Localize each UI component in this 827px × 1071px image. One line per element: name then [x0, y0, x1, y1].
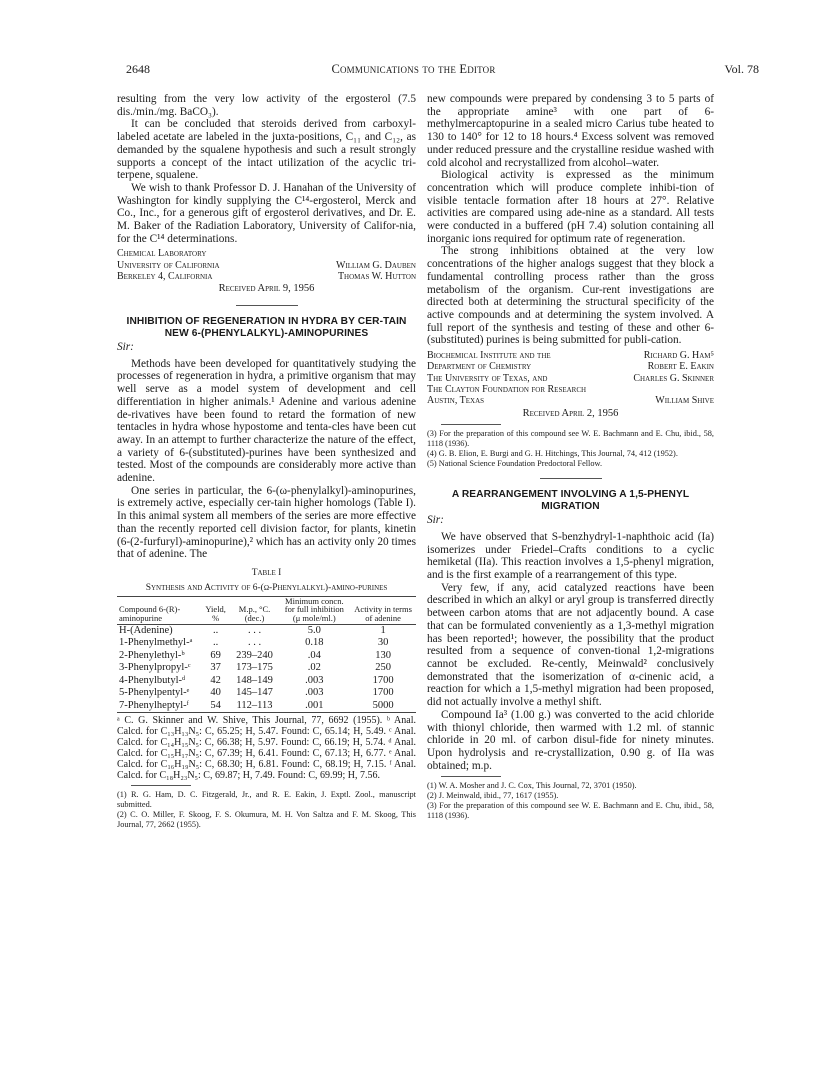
- paragraph: Compound Ia³ (1.00 g.) was converted to the acid chloride with thionyl chloride, then warmed with 1.2 ml. of stannic chloride in 20 ml. of carbon disul-fide for ninety minutes. Upon hydrolysis and re-crystallization, 0.90 g. of IIa was obtained; m.p.: [427, 708, 714, 772]
- column-header: Minimum concn. for full inhibition (μ mole/ml.): [278, 596, 350, 624]
- footnote-divider: [441, 424, 501, 425]
- table-cell: 239–240: [236, 649, 273, 661]
- footnote: (2) C. O. Miller, F. Skoog, F. S. Okumura, M. H. Von Saltza and F. M. Skoog, This Journal, 77, 2662 (1955).: [117, 810, 416, 830]
- volume-label: Vol. 78: [724, 62, 759, 76]
- affiliation: Berkeley 4, California: [117, 271, 213, 283]
- table-cell: .001: [305, 699, 324, 711]
- paragraph: One series in particular, the 6-(ω-phenylalkyl)-aminopurines, is extremely active, especially cer-tain higher homologs (Table I). In this animal system all members of the series are more effective than the recently reported cell division factor, for plants, kinetin (6-(2-furfuryl)-aminopurine),² which has an activity only 20 times that of adenine. The: [117, 484, 416, 561]
- column-header: Compound 6-(R)-aminopurine: [117, 596, 201, 624]
- table-row: [117, 650, 416, 662]
- table-cell: ..: [213, 637, 219, 649]
- table-cell: 5.0: [307, 625, 321, 637]
- column-header: Activity in terms of adenine: [350, 596, 416, 624]
- table-cell: H-(Adenine): [119, 625, 173, 637]
- table-body: [117, 625, 416, 712]
- table-cell: 5000: [372, 699, 394, 711]
- table-cell: 30: [377, 637, 389, 649]
- table-cell: 54: [210, 699, 221, 711]
- article-title: A REARRANGEMENT INVOLVING A 1,5-PHENYL MIGRATION: [451, 489, 690, 512]
- footnote: (3) For the preparation of this compound see W. E. Bachmann and E. Chu, ibid., 58, 1118 (1936).: [427, 801, 714, 821]
- table-caption: Synthesis and Activity of 6-(ω-Phenylalkyl)-amino-purines: [145, 582, 388, 593]
- author-name: Thomas W. Hutton: [337, 271, 416, 283]
- author-name: William Shive: [655, 395, 714, 407]
- table-cell: .04: [307, 649, 321, 661]
- table-cell: .003: [305, 687, 324, 699]
- section-divider: [236, 305, 298, 306]
- table-cell: .003: [305, 674, 324, 686]
- table-cell: 7-Phenylheptyl-ᶠ: [119, 699, 189, 711]
- affiliation: The Clayton Foundation for Research: [427, 383, 587, 395]
- table-cell: 145–147: [236, 687, 273, 699]
- salutation: Sir:: [117, 341, 134, 354]
- footnote: (4) G. B. Elion, E. Burgi and G. H. Hitchings, This Journal, 74, 412 (1952).: [427, 449, 678, 459]
- left-column: [117, 93, 416, 830]
- table-row: [117, 625, 416, 638]
- table-cell: 4-Phenylbutyl-ᵈ: [119, 674, 186, 686]
- paragraph: The strong inhibitions obtained at the very low concentrations of the higher analogs suggest that they block a fundamental controlling process rather than the gross metabolism of the organism. Cur-rent investigations are directed both at determining the structural specificity of the active compounds and at determining the system involved. A full report of the synthesis and testing of these and other 6-(substituted) purines is being submitted for publi-cation.: [427, 245, 714, 347]
- table-cell: 112–113: [236, 699, 273, 711]
- author-block: [117, 248, 416, 296]
- paragraph: Biological activity is expressed as the minimum concentration which will produce complete inhibi-tion of visible tentacle formation after 18 hours at 27°. Relative activities are compared using ade-nine as a standard. All tests were conducted in a buffered (pH 7.4) solution containing all inorganic ions required for optimum rate of regeneration.: [427, 169, 714, 245]
- table-row: [117, 675, 416, 687]
- table-cell: 2-Phenylethyl-ᵇ: [119, 649, 185, 661]
- table-cell: 1700: [372, 674, 394, 686]
- column-header: M.p., °C. (dec.): [231, 596, 279, 624]
- received-date: Received April 9, 1956: [218, 283, 315, 295]
- footnote-divider: [131, 785, 191, 786]
- table-cell: 250: [375, 662, 391, 674]
- affiliation: Chemical Laboratory: [117, 248, 207, 260]
- table-cell: 37: [210, 662, 221, 674]
- table-cell: 0.18: [305, 637, 324, 649]
- table-cell: 130: [375, 649, 391, 661]
- table-cell: 1700: [372, 687, 394, 699]
- author-name: Charles G. Skinner: [633, 372, 714, 384]
- table-cell: . . .: [247, 637, 262, 649]
- footnote: (3) For the preparation of this compound see W. E. Bachmann and E. Chu, ibid., 58, 1118 (1936).: [427, 429, 714, 449]
- table-cell: 42: [210, 674, 221, 686]
- data-table: [117, 596, 416, 712]
- table-cell: ..: [213, 625, 219, 637]
- footnote-divider: [441, 776, 501, 777]
- table-cell: 5-Phenylpentyl-ᵉ: [119, 687, 190, 699]
- article-title: INHIBITION OF REGENERATION IN HYDRA BY CER-TAIN NEW 6-(PHENYLALKYL)-AMINOPURINES: [126, 316, 407, 339]
- table-footnotes: ᵃ C. G. Skinner and W. Shive, This Journal, 77, 6692 (1955). ᵇ Anal. Calcd. for C₁₃H₁₃N₅: C, 65.25; H, 5.47. Found: C, 65.14; H, 5.49. ᶜ Anal. Calcd. for C₁₄H₁₅N₅: C, 66.38; H, 5.97. Found: C, 66.19; H, 5.74. ᵈ Anal. Calcd. for C₁₅H₁₇N₅: C, 67.39; H, 6.41. Found: C, 67.13; H, 6.77. ᵉ Anal. Calcd. for C₁₆H₁₉N₅: C, 68.30; H, 6.81. Found: C, 68.19; H, 7.15. ᶠ Anal. Calcd. for C₁₈H₂₃N₅: C, 69.87; H, 7.49. Found: C, 69.99; H, 7.56.: [117, 714, 416, 782]
- author-name: Richard G. Ham⁵: [643, 350, 714, 362]
- acknowledgment: We wish to thank Professor D. J. Hanahan of the University of Washington for kindly supplying the C¹⁴-ergosterol, Merck and Co., Inc., for a generous gift of ergosterol derivatives, and Dr. E. M. Baker of the Radiation Laboratory, University of Califor-nia, for the C¹⁴ determinations.: [117, 181, 416, 245]
- author-name: Robert E. Eakin: [647, 361, 714, 373]
- paragraph: Very few, if any, acid catalyzed reactions have been described in which an alkyl or aryl group is transferred directly between carbon atoms that are not adjacently bound. A case that can be formulated conveniently as a 1,3-methyl migration has been reported¹; however, the possibility that the product resulted from a sequence of conven-tional 1,2-migrations cannot be excluded. Re-cently, Meinwald² conclusively demonstrated that the isomerization of α-cinenic acid, a reaction for which a 1,5-methyl migration had been proposed, did not actually involve a methyl shift.: [427, 581, 714, 709]
- author-block: [427, 350, 714, 420]
- paragraph: We have observed that S-benzhydryl-1-naphthoic acid (Ia) isomerizes under Friedel–Crafts conditions to a cyclic hemiketal (IIa). This reaction involves a 1,5-phenyl migration, and is the first example of a rearrangement of this type.: [427, 530, 714, 582]
- affiliation: Department of Chemistry: [427, 361, 532, 373]
- table-cell: 1: [380, 625, 386, 637]
- paragraph: new compounds were prepared by condensing 3 to 5 parts of the appropriate amine³ with one part of 6-methylmercaptopurine in a sealed micro Carius tube heated to 130 to 140° for 12 to 18 hours.⁴ Excess solvent was removed under reduced pressure and the crystalline residue washed with cold alcohol and recrystallized from alcohol–water.: [427, 93, 714, 169]
- running-head: Communications to the Editor: [331, 62, 496, 76]
- footnote: (2) J. Meinwald, ibid., 77, 1617 (1955).: [427, 791, 559, 801]
- column-header: Yield, %: [201, 596, 231, 624]
- table-cell: . . .: [247, 625, 262, 637]
- salutation: Sir:: [427, 514, 444, 527]
- paragraph: Methods have been developed for quantitatively studying the processes of regeneration in hydra, a primitive organism that may well serve as a model system of development and cell differentiation in higher animals.¹ Adenine and various adenine de-rivatives have been found to retard the formation of new tentacles in hydra whose hypostome and tenta-cles have been cut away. In an attempt to further characterize the nature of the effect, a variety of 6-(substituted)-purines have been synthesized and tested. Most of the compounds are considerably more active than adenine.: [117, 357, 416, 485]
- footnote: (5) National Science Foundation Predoctoral Fellow.: [427, 459, 603, 469]
- affiliation: The University of Texas, and: [427, 372, 548, 384]
- table-row: [117, 637, 416, 649]
- affiliation: Biochemical Institute and the: [427, 350, 551, 362]
- table-cell: 40: [210, 687, 221, 699]
- paragraph: It can be concluded that steroids derived from carboxyl-labeled acetate are labeled in the juxta-positions, C₁₁ and C₁₂, as demanded by the squalene hypothesis and such a result strongly supports a concept of the intact utilization of the acyclic tri-terpene, squalene.: [117, 118, 416, 182]
- footnote: (1) R. G. Ham, D. C. Fitzgerald, Jr., and R. E. Eakin, J. Exptl. Zool., manuscript submitted.: [117, 790, 416, 810]
- table-row: [117, 687, 416, 699]
- right-column: [427, 93, 714, 821]
- footnote: (1) W. A. Mosher and J. C. Cox, This Journal, 72, 3701 (1950).: [427, 781, 637, 791]
- table-cell: 148–149: [236, 674, 273, 686]
- table-label: Table I: [251, 567, 282, 578]
- table-cell: 69: [210, 649, 221, 661]
- table-cell: 3-Phenylpropyl-ᶜ: [119, 662, 191, 674]
- table-row: [117, 700, 416, 712]
- paragraph: resulting from the very low activity of the ergosterol (7.5 dis./min./mg. BaCO₃).: [117, 93, 416, 118]
- affiliation: Austin, Texas: [427, 395, 485, 407]
- page-number: 2648: [126, 62, 150, 76]
- author-name: William G. Dauben: [336, 259, 416, 271]
- affiliation: University of California: [117, 259, 220, 271]
- table-row: [117, 662, 416, 674]
- section-divider: [540, 478, 602, 479]
- table-cell: 173–175: [236, 662, 273, 674]
- received-date: Received April 2, 1956: [522, 407, 619, 419]
- table-cell: 1-Phenylmethyl-ᵃ: [119, 637, 193, 649]
- table-cell: .02: [307, 662, 321, 674]
